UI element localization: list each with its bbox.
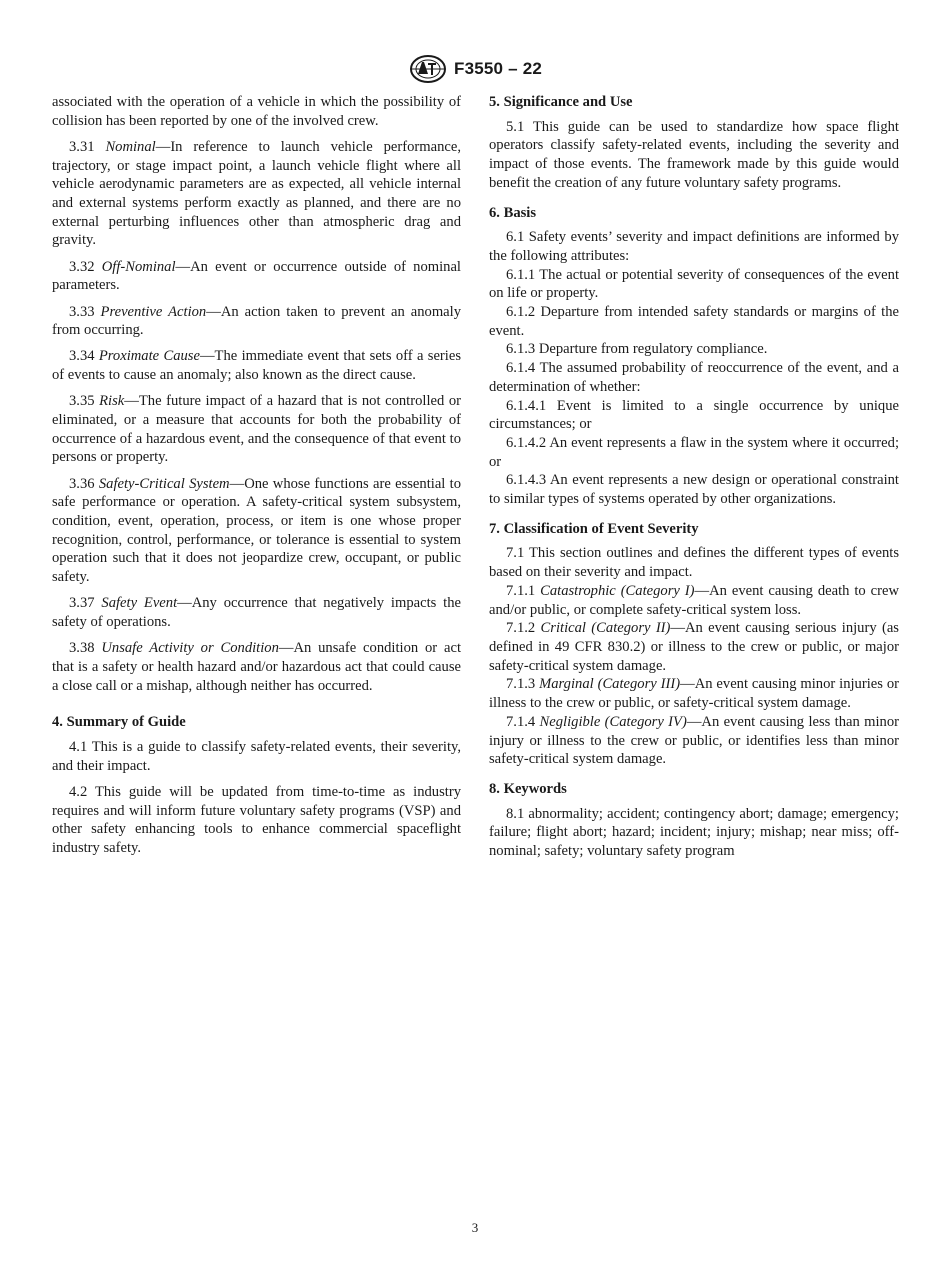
definition-text: —An event or occurrence outside of nominal parameters.	[52, 258, 461, 294]
paragraph-6-1-3: 6.1.3 Departure from regulatory compliance.	[506, 341, 768, 358]
definition-term: Unsafe Activity or Condition	[101, 640, 279, 657]
definition-text: —One whose functions are essential to safe performance or operation. A safety-critical system subsystem, condition, event, operation, process, or item is one whose proper recognition, control, performance, or tolerance is essential to system operation such that it does not jeopardize crew, occupant, or public safety.	[52, 475, 462, 586]
paragraph-6-1-4-1: 6.1.4.1 Event is limited to a single occurrence by unique circumstances; or	[489, 397, 899, 433]
definition-3-35	[52, 392, 461, 467]
definition-3-33	[52, 303, 461, 340]
definition-term: Safety Event	[101, 595, 178, 612]
definition-7-1-1	[489, 582, 899, 619]
definition-term: Nominal	[105, 138, 156, 155]
definition-number: 3.34	[69, 348, 99, 365]
page-header	[0, 54, 950, 84]
left-column	[52, 93, 461, 858]
definition-3-32	[52, 258, 461, 295]
definition-term: Risk	[99, 393, 125, 410]
definition-7-1-4	[489, 713, 899, 769]
section-heading-4: 4. Summary of Guide	[52, 714, 186, 731]
definition-7-1-2	[489, 619, 899, 675]
definition-text: —An unsafe condition or act that is a safety or health hazard and/or hazardous act that could cause a close call or a mishap, although neither has occurred.	[52, 640, 462, 694]
definition-term: Critical (Category II)	[540, 620, 671, 637]
section-heading-6: 6. Basis	[489, 204, 537, 221]
paragraph-6-1-4-2: 6.1.4.2 An event represents a flaw in the system where it occurred; or	[489, 434, 899, 470]
definition-term: Proximate Cause	[98, 348, 200, 365]
definition-text: —The immediate event that sets off a series of events to cause an anomaly; also known as the direct cause.	[52, 348, 461, 384]
definition-3-38	[52, 639, 461, 695]
definition-text: —In reference to launch vehicle performance, trajectory, or stage impact point, a launch vehicle flight where all vehicle aerodynamic parameters are as expected, all vehicle internal and external systems perform exactly as planned, and there are no external perturbing influences other than atmospheric drag and gravity.	[52, 138, 461, 249]
definition-3-36	[52, 475, 461, 587]
definition-text: —The future impact of a hazard that is not controlled or eliminated, or a measure that accounts for both the probability of occurrence of a hazardous event, and the consequence of that event to persons or property.	[52, 393, 462, 466]
paragraph-7-1: 7.1 This section outlines and defines the different types of events based on their severity and impact.	[489, 545, 899, 581]
definition-term: Catastrophic (Category I)	[540, 582, 695, 599]
definition-7-1-3	[489, 675, 899, 712]
document-id: F3550 – 22	[453, 59, 542, 78]
definition-text: —An event causing serious injury (as defined in 49 CFR 830.2) or illness to the crew or public, or major safety-critical system damage.	[489, 620, 899, 674]
paragraph-6-1-4-3: 6.1.4.3 An event represents a new design or operational constraint to similar types of systems operated by other organizations.	[489, 472, 899, 508]
paragraph-6-1-2: 6.1.2 Departure from intended safety standards or margins of the event.	[489, 304, 899, 339]
definition-number: 3.32	[69, 258, 102, 275]
definition-text: —An event causing less than minor injury or illness to the crew or public, or identifies less than minor safety-critical system damage.	[489, 713, 899, 768]
definition-number: 7.1.4	[506, 713, 540, 730]
definition-number: 3.35	[69, 393, 100, 410]
definition-term: Preventive Action	[100, 303, 207, 320]
definition-term: Negligible (Category IV)	[539, 713, 687, 730]
section-heading-8: 8. Keywords	[489, 780, 567, 797]
definition-number: 3.36	[69, 475, 99, 492]
definition-term: Safety-Critical System	[98, 475, 230, 492]
definition-3-34	[52, 347, 461, 384]
right-column	[489, 93, 899, 861]
paragraph-5-1: 5.1 This guide can be used to standardize how space flight operators classify safety-related events, including the severity and impact of those events. The framework made by this guide would benefit the creation of any future voluntary safety programs.	[489, 118, 899, 191]
definition-number: 7.1.3	[506, 676, 540, 693]
astm-logo-icon	[408, 54, 448, 84]
paragraph-4-2: 4.2 This guide will be updated from time-to-time as industry requires and will inform future voluntary safety programs (VSP) and other safety enhancing tools to enhance commercial spaceflight industry safety.	[52, 784, 461, 857]
definition-text: —An event causing death to crew and/or public, or complete safety-critical system loss.	[489, 582, 899, 618]
paragraph-6-1-1: 6.1.1 The actual or potential severity of consequences of the event on life or property.	[489, 266, 899, 302]
paragraph-8-1: 8.1 abnormality; accident; contingency abort; damage; emergency; failure; flight abort; hazard; incident; injury; mishap; near miss; off-nominal; safety; voluntary safety program	[489, 805, 899, 860]
definition-number: 3.33	[69, 303, 101, 320]
page-number: 3	[471, 1220, 479, 1235]
definition-term: Off-Nominal	[101, 258, 176, 275]
definition-number: 3.31	[69, 138, 106, 155]
definition-3-31	[52, 138, 461, 250]
paragraph-4-1: 4.1 This is a guide to classify safety-related events, their severity, and their impact.	[52, 739, 461, 774]
definition-number: 7.1.1	[506, 582, 541, 599]
paragraph-intro: associated with the operation of a vehicle in which the possibility of collision has been reported by one of the involved crew.	[52, 94, 461, 129]
definition-number: 3.38	[69, 640, 102, 657]
paragraph-6-1: 6.1 Safety events’ severity and impact definitions are informed by the following attributes:	[489, 229, 899, 264]
paragraph-6-1-4: 6.1.4 The assumed probability of reoccurrence of the event, and a determination of whether:	[489, 360, 899, 395]
section-heading-5: 5. Significance and Use	[489, 94, 633, 110]
definition-text: —An event causing minor injuries or illness to the crew or public, or safety-critical system damage.	[489, 676, 899, 712]
section-heading-7: 7. Classification of Event Severity	[489, 520, 699, 537]
definition-text: —An action taken to prevent an anomaly from occurring.	[52, 303, 462, 339]
definition-3-37	[52, 594, 461, 631]
definition-text: —Any occurrence that negatively impacts the safety of operations.	[52, 595, 461, 631]
definition-number: 3.37	[69, 595, 102, 612]
definition-number: 7.1.2	[506, 620, 541, 637]
definition-term: Marginal (Category III)	[539, 676, 681, 693]
